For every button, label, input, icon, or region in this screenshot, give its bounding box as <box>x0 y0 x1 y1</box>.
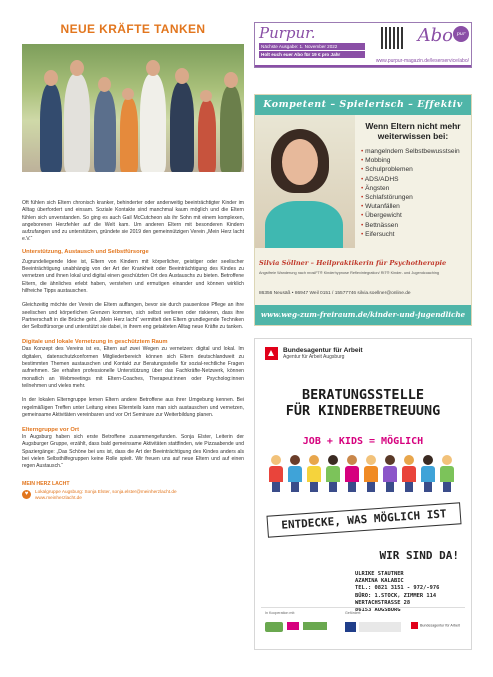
section-paragraph: Das Konzept des Vereins ist es, Eltern auf zwei Wegen zu vernetzen: digital und lokal. Im digitalen, datenschutzkonformen Mitgliederbereich können sich Eltern deutschlandweit zu bestimmten Themen austauschen und Kontakt zur Beratungsstelle für sozial-rechtliche Fragen aufnehmen. Sie erhalten professionelle Unterstützung über das Fachkräfte-Netzwerk, können monatlich an Webmeetings mit Eltern-Coaches, Therapeut:innen oder Psycholog:innen teilnehmen und vieles mehr. <box>22 346 244 389</box>
purpur-badge: pur <box>453 26 469 42</box>
list-item: • Mobbing <box>361 156 471 165</box>
article-headline: NEUE KRÄFTE TANKEN <box>60 22 206 36</box>
section-paragraph: In der lokalen Elterngruppe lernen Eltern andere Betroffene aus ihrer Umgebung kennen. Bei regelmäßigen Treffen unter Leitung eines Elternteils kann man sich austauschen und vernetzen, gemeinsame Aktivitäten vereinbaren und vor Ort Seminare zur Weiterbildung planen. <box>22 397 244 418</box>
agentur-slogan: JOB + KIDS = MÖGLICH <box>302 436 424 447</box>
agentur-title-line2: FÜR KINDERBETREUUNG <box>285 403 441 419</box>
list-item: • Bettnässen <box>361 221 471 230</box>
agentur-banner: ENTDECKE, WAS MÖGLICH IST <box>266 502 461 537</box>
article-source <box>22 481 244 501</box>
source-title: MEIN HERZ LACHT <box>22 480 70 487</box>
soellner-ad[interactable] <box>254 94 472 326</box>
address-line: WERTACHSTRASSE 28 <box>355 599 411 606</box>
article-intro: Oft fühlen sich Eltern chronisch kranker, behinderter oder anderweitig beeinträchtigter Kinder im Alltag überfordert und einsam. Soziale Kontakte sind manchmal kaum möglich und die Eltern fühlen sich unverstanden. So ging es auch Gail McCutcheon als ihr Sohn mit einem komplexen, angeborenen Herzfehler auf die Welt kam. Um anderen Eltern mit besonderen Kindern aufzufangen und zu unterstützen, gründete sie 2019 den gemeinnützigen Verein „Mein Herz lacht e.V.“ <box>22 200 244 243</box>
children-illustration <box>269 455 457 495</box>
purpur-offer: Holt euch euer Abo für 19 € pro Jahr <box>259 51 365 58</box>
address-line: ULRIKE STAUTNER <box>355 571 404 577</box>
purpur-next-issue: Nächste Ausgabe: 1. November 2022 <box>259 43 365 50</box>
agentur-org-sub: Agentur für Arbeit Augsburg <box>283 354 345 360</box>
section-paragraph: Gleichzeitig möchte der Verein die Eltern auffangen, bevor sie durch pausenlose Pflege an ihre seelischen und körperlichen Grenzen kommen, sich selbst verlieren oder riskieren, dass ihre Partnerschaft in die Brüche geht. „Mein Herz lacht“ vermittelt den Eltern grundlegende Techniken der Selbstfürsorge und unterstützt sie dabei, in ihrem eng getakteten Alltag neue Kräfte zu tanken. <box>22 302 244 331</box>
list-item: • Eifersucht <box>361 230 471 239</box>
arbeitsagentur-logo-icon <box>265 347 278 360</box>
section-title: Digitale und lokale Vernetzung in geschütztem Raum <box>22 339 168 346</box>
address-line: 86153 AUGSBURG <box>355 607 401 614</box>
purpur-url[interactable]: www.purpur-magazin.de/leserservice/abo/ <box>375 58 469 64</box>
partner-logo-icon <box>287 622 327 630</box>
partner-logo-icon <box>265 622 283 632</box>
agentur-org-name: Bundesagentur für Arbeit <box>283 347 363 354</box>
agentur-footer-logos <box>261 607 465 645</box>
list-item: • Schlafstörungen <box>361 193 471 202</box>
footer-label-left: In Kooperation mit: <box>265 611 296 615</box>
agentur-wir-sind-da: WIR SIND DA! <box>379 549 459 562</box>
agentur-header <box>265 347 363 361</box>
soellner-web-link[interactable]: www.weg-zum-freiraum.de/kinder-und-jugendliche <box>255 305 471 325</box>
soellner-name: Silvia Söllner – Heilpraktikerin für Psychotherapie <box>259 259 447 267</box>
soellner-contact: 86356 Neusäß • 86947 Weil 0151 / 15577746 silvia.soellner@online.de <box>259 291 411 296</box>
purpur-bottom-bar <box>255 65 471 67</box>
article-photo <box>22 44 244 172</box>
list-item: • Schulproblemen <box>361 165 471 174</box>
address-line: TEL.: 0821 3151 - 972/-976 <box>355 585 440 592</box>
purpur-abo-ad[interactable] <box>254 22 472 68</box>
section-paragraph: Zugrundeliegende Idee ist, Eltern von Kindern mit körperlicher, geistiger oder seelischer Beeinträchtigung unabhängig von der Art der Krankheit oder Beeinträchtigung des Kindes zu vernetzen und ihnen lokal und digital einen geschützten Ort des Austauschs zu bieten. Betroffene Eltern, die ähnliches erlebt haben, verstehen und ermutigen einander und können wirklich hilfreiche Tipps austauschen. <box>22 258 244 294</box>
soellner-top-banner: Kompetent – Spielerisch – Effektiv <box>255 95 471 115</box>
list-item: • ADS/ADHS <box>361 175 471 184</box>
purpur-brand: Purpur. <box>259 24 316 42</box>
footer-org-name: Bundesagentur für Arbeit <box>420 623 460 628</box>
section-title: Unterstützung, Austausch und Selbstfürsorge <box>22 248 149 255</box>
source-web-link[interactable]: www.meinherzlacht.de <box>35 494 82 500</box>
agentur-title-line1: BERATUNGSSTELLE <box>302 387 424 403</box>
heart-logo-icon: ♥ <box>22 490 31 499</box>
footer-agentur-logo <box>411 622 467 632</box>
list-item: • Übergewicht <box>361 211 471 220</box>
section-paragraph: In Augsburg haben sich erste Betroffene zusammengefunden. Sonja Elster, Leiterin der Augsburger Gruppe, erzählt, dass bald gemeinsame Aktivitäten stattfinden, wie Pizzaabende und Spaziergänge: „Das Schöne bei uns ist, dass die Art der Beeinträchtigung des Kindes anders als bei vielen Selbsthilfegruppen keine Rolle spielt. Wir freuen uns auf neue Eltern und auf einen regen Austausch.“ <box>22 434 244 470</box>
soellner-headline: Wenn Eltern nicht mehr weiterwissen bei: <box>365 121 461 141</box>
section-title: Elterngruppe vor Ort <box>22 427 80 434</box>
address-line: BÜRO: 1.STOCK, ZIMMER 114 <box>355 592 437 599</box>
portrait-photo <box>255 115 355 248</box>
agentur-ad[interactable] <box>254 338 472 650</box>
footer-label-right: Gefördert: <box>345 611 362 615</box>
list-item: • mangelndem Selbstbewusstsein <box>361 147 471 156</box>
list-item: • Wutanfällen <box>361 202 471 211</box>
soellner-description: Angstfreie Wanderung nach nrosiFT® Kinderhypnose Reflexintegration/ RIT® Kinder- und Jugendcoaching <box>259 271 439 275</box>
address-line: AZAMINA KALABIC <box>355 578 404 585</box>
soellner-issue-list <box>361 147 471 239</box>
list-item: • Ängsten <box>361 184 471 193</box>
agentur-title <box>255 387 471 419</box>
article-column <box>22 22 244 501</box>
source-contact: Lokalgruppe Augsburg: Sonja Elster, sonja.elster@meinherzlacht.de <box>35 488 177 494</box>
purpur-abo-word: Abo <box>417 25 453 46</box>
eu-funding-logo-icon <box>345 622 401 632</box>
